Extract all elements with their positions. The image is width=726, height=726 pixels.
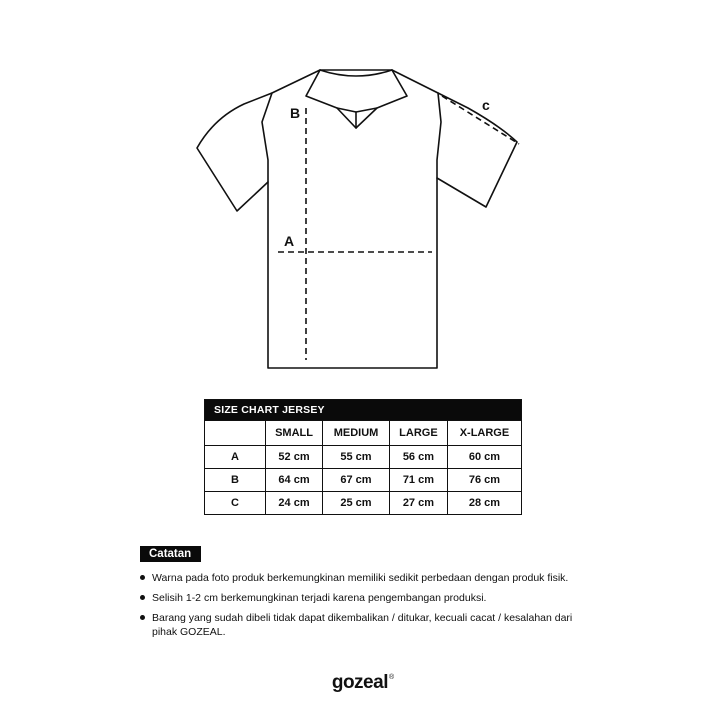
- table-row: [205, 446, 522, 469]
- size-chart-table: [204, 399, 522, 515]
- notes-title: Catatan: [140, 546, 201, 562]
- brand-footer: [0, 672, 726, 694]
- row-label: A: [205, 446, 266, 469]
- size-chart-title: SIZE CHART JERSEY: [205, 400, 522, 421]
- table-cell: 67 cm: [323, 469, 390, 492]
- header-blank-cell: [205, 421, 266, 446]
- notes-list: [140, 571, 600, 645]
- table-cell: 24 cm: [266, 492, 323, 515]
- table-row: [205, 469, 522, 492]
- measure-c-line: [442, 96, 519, 144]
- table-cell: 25 cm: [323, 492, 390, 515]
- row-label: C: [205, 492, 266, 515]
- bullet-icon: [140, 575, 145, 580]
- table-row: [205, 492, 522, 515]
- table-cell: 60 cm: [447, 446, 521, 469]
- table-cell: 28 cm: [447, 492, 521, 515]
- bullet-icon: [140, 615, 145, 620]
- jersey-body: [262, 70, 441, 368]
- registered-mark: ®: [388, 674, 395, 681]
- jersey-right-sleeve: [437, 93, 517, 207]
- measure-a-label: A: [284, 233, 295, 249]
- table-cell: 71 cm: [389, 469, 447, 492]
- note-text: Warna pada foto produk berkemungkinan memiliki sedikit perbedaan dengan produk fisik.: [152, 572, 569, 584]
- list-item: [140, 591, 600, 605]
- brand-logo: gozeal: [331, 672, 388, 693]
- list-item: [140, 571, 600, 585]
- bullet-icon: [140, 595, 145, 600]
- table-cell: 64 cm: [266, 469, 323, 492]
- header-medium: MEDIUM: [323, 421, 390, 446]
- table-cell: 52 cm: [266, 446, 323, 469]
- table-cell: 55 cm: [323, 446, 390, 469]
- row-label: B: [205, 469, 266, 492]
- measure-b-label: B: [290, 105, 301, 121]
- table-cell: 56 cm: [389, 446, 447, 469]
- measure-c-label: c: [482, 97, 490, 113]
- jersey-left-sleeve: [197, 93, 272, 211]
- table-cell: 76 cm: [447, 469, 521, 492]
- header-xlarge: X-LARGE: [447, 421, 521, 446]
- note-text: Barang yang sudah dibeli tidak dapat dikembalikan / ditukar, kecuali cacat / kesalahan dari pihak GOZEAL.: [152, 612, 573, 638]
- header-small: SMALL: [266, 421, 323, 446]
- note-text: Selisih 1-2 cm berkemungkinan terjadi karena pengembangan produksi.: [152, 592, 487, 604]
- header-large: LARGE: [389, 421, 447, 446]
- table-header-row: [205, 421, 522, 446]
- list-item: [140, 611, 600, 639]
- table-cell: 27 cm: [389, 492, 447, 515]
